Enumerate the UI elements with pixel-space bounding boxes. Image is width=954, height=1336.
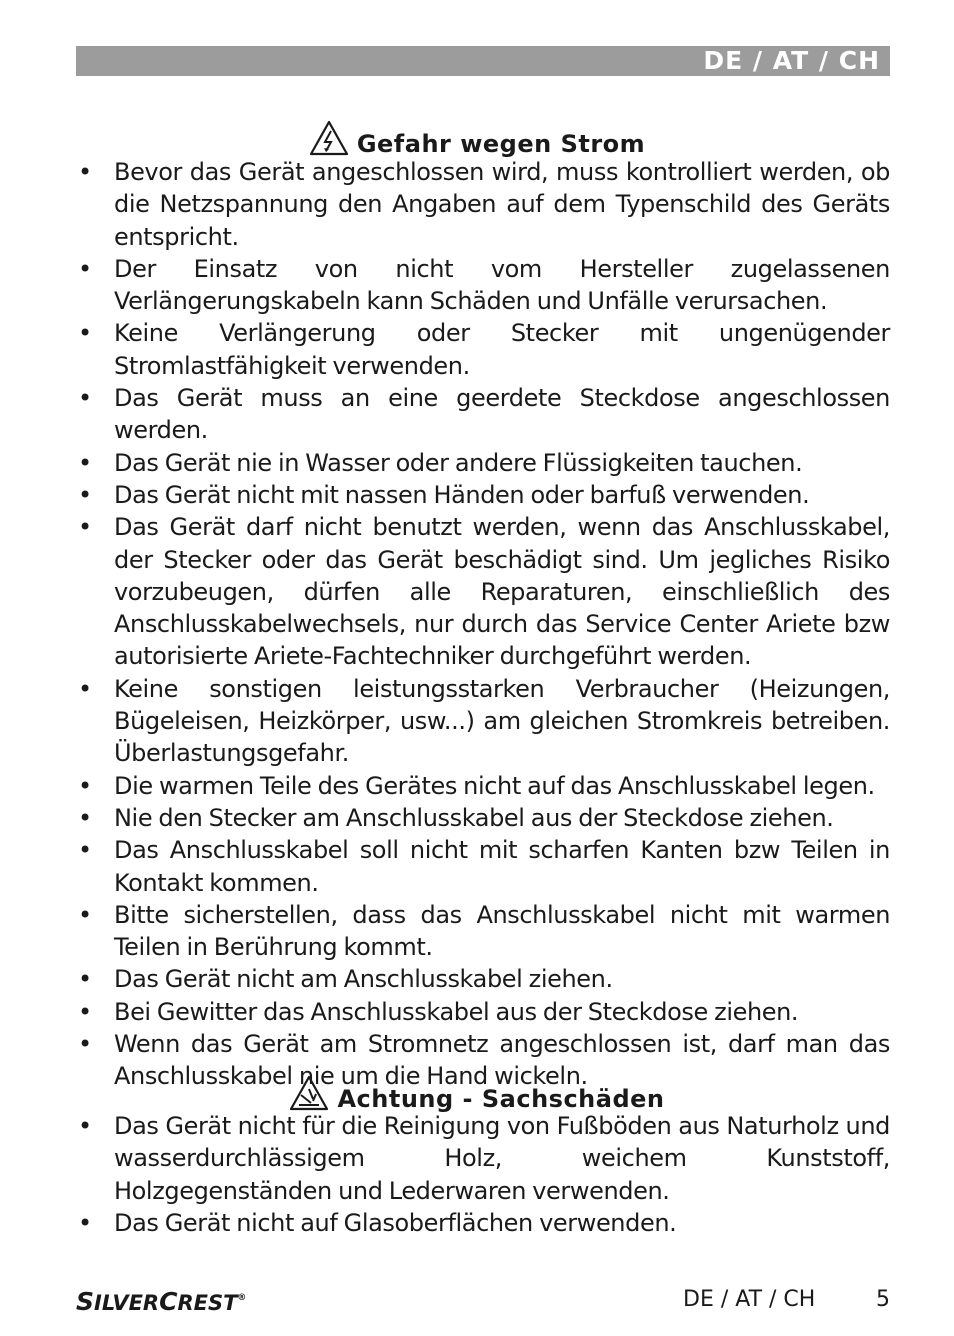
section-title-property: Achtung - Sachschäden	[337, 1085, 665, 1113]
list-item: • Das Gerät nicht mit nassen Händen oder barfuß verwenden.	[76, 479, 890, 511]
list-item: • Das Gerät nicht auf Glasoberflächen verwenden.	[76, 1207, 890, 1239]
list-item: • Der Einsatz von nicht vom Hersteller zugelassenen Verlängerungskabeln kann Schäden und Unfälle verursachen.	[76, 253, 890, 318]
list-item: • Keine Verlängerung oder Stecker mit ungenügender Stromlastfähigkeit verwenden.	[76, 317, 890, 382]
list-item: • Das Gerät darf nicht benutzt werden, wenn das Anschlusskabel, der Stecker oder das Gerät beschädigt sind. Um jegliches Risiko vorzubeugen, dürfen alle Reparaturen, einschließlich des Anschlusskabelwechsels, nur durch das Service Center Ariete bzw autorisierte Ariete-Fachtechniker durchgeführt werden.	[76, 511, 890, 672]
list-item: • Das Gerät nicht für die Reinigung von Fußböden aus Naturholz und wasserdurchlässigem Holz, weichem Kunststoff, Holzgegenständen und Lederwaren verwenden.	[76, 1110, 890, 1207]
list-item: • Das Gerät nie in Wasser oder andere Flüssigkeiten tauchen.	[76, 447, 890, 479]
list-item: • Bitte sicherstellen, dass das Anschlusskabel nicht mit warmen Teilen in Berührung kommt.	[76, 899, 890, 964]
list-item: • Keine sonstigen leistungsstarken Verbraucher (Heizungen, Bügeleisen, Heizkörper, usw...) am gleichen Stromkreis betreiben. Überlastungsgefahr.	[76, 673, 890, 770]
footer-lang-label: DE / AT / CH	[683, 1287, 816, 1312]
list-item: • Bevor das Gerät angeschlossen wird, muss kontrolliert werden, ob die Netzspannung den Angaben auf dem Typenschild des Geräts entspricht.	[76, 156, 890, 253]
list-item: • Wenn das Gerät am Stromnetz angeschlossen ist, darf man das Anschlusskabel nie um die Hand wickeln.	[76, 1028, 890, 1093]
list-item: • Die warmen Teile des Gerätes nicht auf das Anschlusskabel legen.	[76, 770, 890, 802]
list-item: • Das Gerät muss an eine geerdete Steckdose angeschlossen werden.	[76, 382, 890, 447]
page-number: 5	[876, 1287, 890, 1312]
header-lang-label: DE / AT / CH	[703, 46, 880, 75]
list-item: • Bei Gewitter das Anschlusskabel aus der Steckdose ziehen.	[76, 996, 890, 1028]
header-bar	[76, 46, 890, 76]
brand-logo: SILVERCREST®	[76, 1287, 247, 1316]
list-item: • Das Anschlusskabel soll nicht mit scharfen Kanten bzw Teilen in Kontakt kommen.	[76, 834, 890, 899]
list-item: • Das Gerät nicht am Anschlusskabel ziehen.	[76, 963, 890, 995]
section-title-electric: Gefahr wegen Strom	[356, 130, 646, 158]
property-safety-list	[76, 1110, 890, 1239]
electric-safety-list	[76, 156, 890, 1093]
list-item: • Nie den Stecker am Anschlusskabel aus der Steckdose ziehen.	[76, 802, 890, 834]
